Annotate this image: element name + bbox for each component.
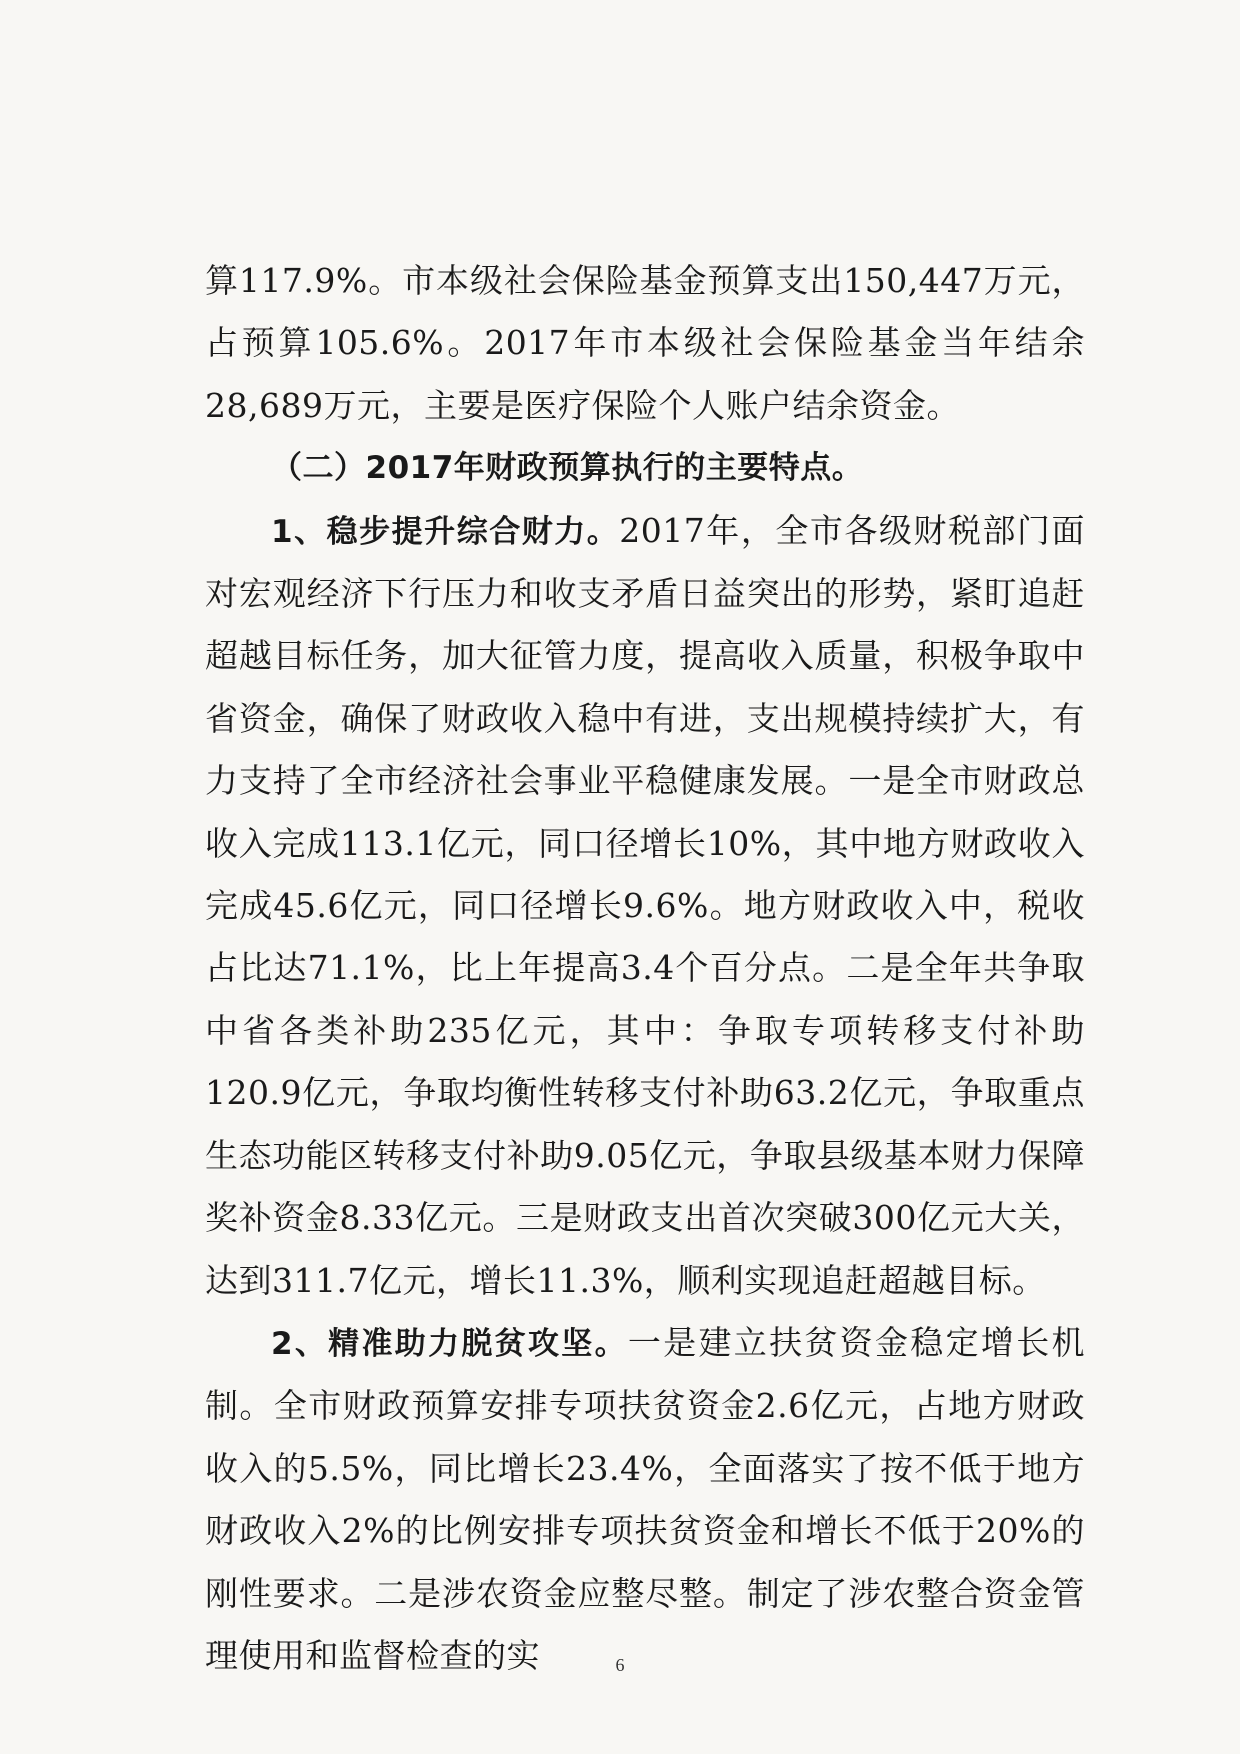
paragraph-fiscal-capacity	[205, 500, 1085, 1312]
paragraph-lead: 1、稳步提升综合财力。	[271, 513, 620, 550]
paragraph-text: 一是建立扶贫资金稳定增长机制。全市财政预算安排专项扶贫资金2.6亿元，占地方财政收入的5.5%，同比增长23.4%，全面落实了按不低于地方财政收入2%的比例安排专项扶贫资金和增长不低于20%的刚性要求。二是涉农资金应整尽整。制定了涉农整合资金管理使用和监督检查的实	[205, 1322, 1086, 1675]
paragraph-poverty-alleviation	[205, 1312, 1085, 1687]
page-number: 6	[615, 1655, 625, 1675]
document-body	[205, 250, 1085, 1687]
paragraph-text: 2017年，全市各级财税部门面对宏观经济下行压力和收支矛盾日益突出的形势，紧盯追赶超越目标任务，加大征管力度，提高收入质量，积极争取中省资金，确保了财政收入稳中有进，支出规模持续扩大，有力支持了全市经济社会事业平稳健康发展。一是全市财政总收入完成113.1亿元，同口径增长10%，其中地方财政收入完成45.6亿元，同口径增长9.6%。地方财政收入中，税收占比达71.1%，比上年提高3.4个百分点。二是全年共争取中省各类补助235亿元，其中：争取专项转移支付补助120.9亿元，争取均衡性转移支付补助63.2亿元，争取重点生态功能区转移支付补助9.05亿元，争取县级基本财力保障奖补资金8.33亿元。三是财政支出首次突破300亿元大关，达到311.7亿元，增长11.3%，顺利实现追赶超越目标。	[205, 510, 1085, 1300]
paragraph-text: 算117.9%。市本级社会保险基金预算支出150,447万元，占预算105.6%。2017年市本级社会保险基金当年结余28,689万元，主要是医疗保险个人账户结余资金。	[205, 261, 1085, 425]
paragraph-social-insurance	[205, 250, 1085, 437]
section-heading: （二）2017年财政预算执行的主要特点。	[271, 450, 864, 487]
paragraph-lead: 2、精准助力脱贫攻坚。	[271, 1325, 628, 1362]
